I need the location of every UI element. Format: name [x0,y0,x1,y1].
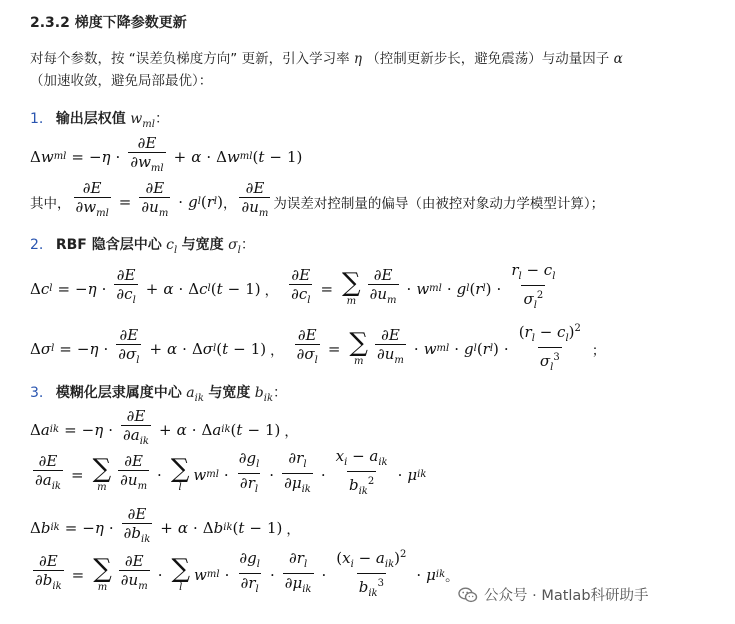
intro-text-1: 对每个参数，按 “误差负梯度方向” 更新，引入学习率 [30,51,350,67]
list-title: 输出层权值 [55,111,126,127]
equation-delta-w: Δ w ml = − η · $\frac{\partial E}{\partial w_{ml}}$ + α · Δ w ml ( t − 1) [30,135,302,178]
intro-text-3: （加速收敛，避免局部最优）： [30,73,213,89]
equation-delta-c: Δ c l = − η · $\frac{\partial E}{\partial c_l}$ + α · Δ c l ( t − 1) ， $\frac{\partial E}{\partial c_l}$ = ∑ m $\frac{\partial E}{\partial u_m}$ · w ml · g l ( r l ) · $\frac{r_l - c_l}{\sigma_l^2}$ [30,262,560,315]
list-item-1: 1. 输出层权值 $w_{ml}$： [30,111,169,130]
wechat-icon [458,587,478,603]
watermark [458,584,649,605]
list-item-3: 3. 模糊化层隶属度中心 $a_{ik}$ 与宽度 $b_{ik}$： [30,385,288,404]
equation-partial-b: $\frac{\partial E}{\partial b_{ik}}$ = ∑ m $\frac{\partial E}{\partial u_m}$ · ∑ l w ml · $\frac{\partial g_l}{\partial r_l}$ · $\frac{\partial r_l}{\partial\mu_{ik}}$ · $\frac{(x_i - a_{ik})^2}{b_{ik}^3}$ · μ ik 。 [30,546,459,603]
equation-delta-sigma: Δ σ l = − η · $\frac{\partial E}{\partial\sigma_l}$ + α · Δ σ l ( t − 1) ， $\frac{\partial E}{\partial\sigma_l}$ = ∑ m $\frac{\partial E}{\partial u_m}$ · w ml · g l ( r l ) · $\frac{(r_l - c_l)^2}{\sigma_l^3}$ ； [30,320,605,377]
equation-delta-b: Δ b ik = − η · $\frac{\partial E}{\partial b_{ik}}$ + α · Δ b ik ( t − 1) ， [30,506,300,549]
intro-text-2: （控制更新步长，避免震荡）与动量因子 [366,51,610,67]
equation-partial-a: $\frac{\partial E}{\partial a_{ik}}$ = ∑ m $\frac{\partial E}{\partial u_m}$ · ∑ l w ml · $\frac{\partial g_l}{\partial r_l}$ · $\frac{\partial r_l}{\partial\mu_{ik}}$ · $\frac{x_i - a_{ik}}{b_{ik}^2}$ · μ ik [30,448,426,501]
equation-delta-a: Δ a ik = − η · $\frac{\partial E}{\partial a_{ik}}$ + α · Δ a ik ( t − 1) ， [30,408,298,451]
section-heading: 2.3.2 梯度下降参数更新 [30,15,187,31]
alpha-symbol: α [613,51,623,67]
eta-symbol: η [353,51,362,67]
equation-partial-w: 其中， $\frac{\partial E}{\partial w_{ml}}$ = $\frac{\partial E}{\partial u_m}$ · g l ( r l ) ， $\frac{\partial E}{\partial u_m}$ 为误差对控制量的偏导（由被控对象动力学模型计算）； [30,180,604,223]
intro-paragraph [30,48,623,92]
watermark-text: 公众号 · Matlab科研助手 [484,588,649,604]
partial-note: 为误差对控制量的偏导（由被控对象动力学模型计算）； [273,195,605,212]
list-item-2: 2. RBF 隐含层中心 $c_l$ 与宽度 $\sigma_l$： [30,237,255,256]
list-number: 1. [30,111,44,127]
